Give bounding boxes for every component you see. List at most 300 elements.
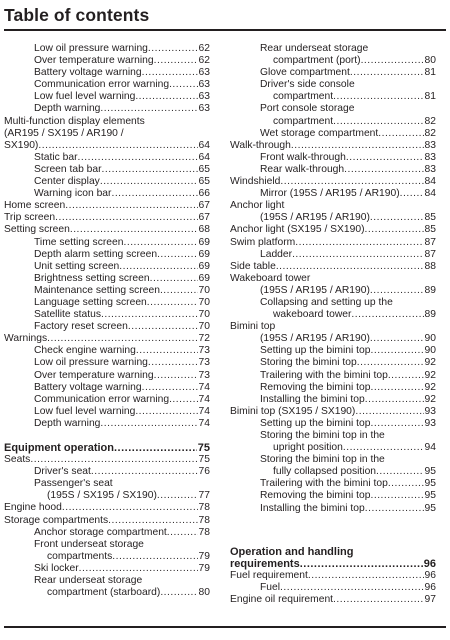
toc-entry[interactable] xyxy=(4,140,210,152)
toc-entry-title: Side table xyxy=(230,260,276,272)
dot-leader xyxy=(157,249,197,261)
dot-leader xyxy=(119,261,197,273)
toc-entry[interactable] xyxy=(4,176,210,188)
dot-leader xyxy=(111,188,197,200)
toc-entry-text: Bimini top xyxy=(230,321,276,333)
toc-entry-text: Collapsing and setting up the xyxy=(260,296,393,308)
dot-leader xyxy=(280,176,423,188)
toc-entry-text: Front underseat storage xyxy=(34,538,144,550)
toc-entry-text: Port console storage xyxy=(260,103,355,115)
toc-entry-title: Installing the bimini top xyxy=(260,393,365,405)
dot-leader xyxy=(142,67,198,79)
toc-page-number: 65 xyxy=(198,163,210,175)
dot-leader xyxy=(350,67,424,79)
toc-entry-title: Walk-through xyxy=(230,139,291,151)
toc-entry-text: Multi-function display elements xyxy=(4,115,145,127)
toc-entry[interactable] xyxy=(230,212,436,224)
toc-page-number: 92 xyxy=(424,381,436,393)
toc-entry-title: (195S / AR195 / AR190) xyxy=(260,284,370,296)
toc-entry[interactable] xyxy=(4,249,210,261)
toc-page-number: 62 xyxy=(198,55,210,67)
toc-entry-title: upright position xyxy=(273,442,343,454)
dot-leader xyxy=(308,570,424,582)
toc-entry-title: Over temperature warning xyxy=(34,369,154,381)
dot-leader xyxy=(300,558,423,570)
dot-leader xyxy=(333,91,423,103)
toc-page-number: 66 xyxy=(198,188,210,200)
toc-entry-title: Unit setting screen xyxy=(34,260,120,272)
toc-section-entry[interactable] xyxy=(4,442,210,454)
toc-entry[interactable] xyxy=(4,394,210,406)
toc-entry-title: Removing the bimini top xyxy=(260,490,371,502)
dot-leader xyxy=(154,55,198,67)
toc-left-column xyxy=(4,43,210,599)
dot-leader xyxy=(157,490,198,502)
dot-leader xyxy=(378,128,423,140)
toc-entry[interactable] xyxy=(4,345,210,357)
toc-page-number: 94 xyxy=(424,442,436,454)
dot-leader xyxy=(333,116,423,128)
dot-leader xyxy=(167,527,198,539)
toc-entry[interactable] xyxy=(4,212,210,224)
toc-page-number: 63 xyxy=(198,103,210,115)
toc-entry-text: Rear underseat storage xyxy=(34,575,143,587)
toc-entry-title: Ski locker xyxy=(34,562,79,574)
dot-leader xyxy=(276,261,424,273)
section-spacer xyxy=(230,515,436,546)
dot-leader xyxy=(148,43,198,55)
toc-entry[interactable] xyxy=(4,79,210,91)
toc-entry[interactable] xyxy=(230,188,436,200)
toc-entry[interactable] xyxy=(230,345,436,357)
toc-entry-text: (AR195 / SX195 / AR190 / xyxy=(4,127,124,139)
toc-page-number: 79 xyxy=(198,550,210,562)
toc-entry-text: Storing the bimini top in the xyxy=(260,454,385,466)
toc-entry-title: Low fuel level warning xyxy=(34,405,136,417)
toc-entry-title: Ladder xyxy=(260,248,293,260)
toc-entry[interactable] xyxy=(230,503,436,515)
toc-entry-title: Fuel xyxy=(260,581,281,593)
toc-page-number: 92 xyxy=(424,393,436,405)
toc-entry-title: Maintenance setting screen xyxy=(34,284,160,296)
toc-entry[interactable] xyxy=(4,563,210,575)
toc-entry-title: Battery voltage warning xyxy=(34,67,142,79)
toc-entry-text: Rear underseat storage xyxy=(260,43,369,54)
dot-leader xyxy=(388,370,424,382)
toc-entry[interactable] xyxy=(230,152,436,164)
dot-leader xyxy=(292,249,423,261)
toc-entry-title: Bimini top (SX195 / SX190) xyxy=(230,405,356,417)
dot-leader xyxy=(148,357,198,369)
toc-entry-title: Swim platform xyxy=(230,236,296,248)
toc-entry[interactable] xyxy=(230,249,436,261)
toc-page-number: 79 xyxy=(198,562,210,574)
dot-leader xyxy=(55,212,197,224)
toc-entry[interactable] xyxy=(230,370,436,382)
toc-entry[interactable] xyxy=(4,297,210,309)
dot-leader xyxy=(361,55,424,67)
toc-entry-title: Wet storage compartment xyxy=(260,127,379,139)
toc-page-number: 72 xyxy=(198,333,210,345)
dot-leader xyxy=(295,237,423,249)
toc-entry-title: Fuel requirement xyxy=(230,569,308,581)
toc-entry-title: Glove compartment xyxy=(260,67,350,79)
dot-leader xyxy=(100,103,197,115)
toc-entry[interactable] xyxy=(4,321,210,333)
dot-leader xyxy=(370,285,424,297)
toc-entry[interactable] xyxy=(230,309,436,321)
dot-leader xyxy=(169,79,197,91)
toc-page-number: 84 xyxy=(424,188,436,200)
dot-leader xyxy=(370,345,423,357)
toc-page-number: 96 xyxy=(423,557,436,570)
dot-leader xyxy=(70,224,198,236)
toc-entry-title: requirements xyxy=(230,557,300,570)
dot-leader xyxy=(370,418,423,430)
toc-entry[interactable] xyxy=(4,515,210,527)
dot-leader xyxy=(370,490,423,502)
toc-entry[interactable] xyxy=(4,103,210,115)
toc-entry-text: Storing the bimini top in the xyxy=(260,430,385,441)
toc-page-number: 69 xyxy=(198,272,210,284)
toc-entry-title: Trip screen xyxy=(4,212,56,224)
dot-leader xyxy=(101,309,198,321)
toc-page-number: 90 xyxy=(424,345,436,357)
toc-entry-title: Storing the bimini top xyxy=(260,357,357,369)
toc-page-number: 64 xyxy=(198,151,210,163)
dot-leader xyxy=(108,515,197,527)
toc-page-number: 93 xyxy=(424,417,436,429)
toc-entry[interactable] xyxy=(4,200,210,212)
dot-leader xyxy=(376,466,424,478)
toc-entry-text: Anchor light xyxy=(230,200,285,212)
toc-page-number: 89 xyxy=(424,284,436,296)
toc-page-number: 63 xyxy=(198,79,210,91)
toc-page-number: 73 xyxy=(198,369,210,381)
toc-entry[interactable] xyxy=(4,502,210,514)
toc-page-number: 63 xyxy=(198,91,210,103)
toc-entry[interactable] xyxy=(4,357,210,369)
toc-entry[interactable] xyxy=(230,224,436,236)
toc-page-number: 65 xyxy=(198,176,210,188)
toc-entry-title: Depth warning xyxy=(34,417,101,429)
toc-entry[interactable] xyxy=(4,370,210,382)
toc-page-number: 78 xyxy=(198,502,210,514)
toc-entry-title: Removing the bimini top xyxy=(260,381,371,393)
toc-page-number: 83 xyxy=(424,139,436,151)
toc-entry-title: (195S / AR195 / AR190) xyxy=(260,333,370,345)
toc-entry-title: Anchor light (SX195 / SX190) xyxy=(230,224,365,236)
toc-entry[interactable] xyxy=(4,224,210,236)
toc-entry[interactable] xyxy=(230,164,436,176)
toc-entry-text: Passenger's seat xyxy=(34,478,113,490)
toc-entry[interactable] xyxy=(4,43,210,55)
toc-entry-title: Seats xyxy=(4,454,31,466)
toc-page-number: 93 xyxy=(424,405,436,417)
toc-entry[interactable] xyxy=(230,285,436,297)
toc-page-number: 83 xyxy=(424,151,436,163)
toc-entry-title: Windshield xyxy=(230,176,281,188)
toc-page-number: 74 xyxy=(198,417,210,429)
toc-entry[interactable] xyxy=(4,285,210,297)
toc-entry-title: Communication error warning xyxy=(34,393,170,405)
toc-page-number: 87 xyxy=(424,236,436,248)
toc-entry[interactable] xyxy=(4,261,210,273)
dot-leader xyxy=(154,370,198,382)
toc-entry-title: compartment xyxy=(273,115,334,127)
toc-entry[interactable] xyxy=(230,67,436,79)
toc-page-number: 87 xyxy=(424,248,436,260)
toc-page-number: 96 xyxy=(424,581,436,593)
toc-page-number: 95 xyxy=(424,466,436,478)
toc-page-number: 81 xyxy=(424,91,436,103)
toc-entry[interactable] xyxy=(4,152,210,164)
dot-leader xyxy=(147,297,198,309)
toc-page-number: 88 xyxy=(424,260,436,272)
page-title: Table of contents xyxy=(4,5,150,25)
toc-entry[interactable] xyxy=(230,594,436,606)
toc-section-entry[interactable] xyxy=(230,558,436,570)
dot-leader xyxy=(135,91,197,103)
toc-entry-title: compartment xyxy=(273,91,334,103)
toc-entry-title: compartment (port) xyxy=(273,55,361,67)
dot-leader xyxy=(280,582,424,594)
toc-entry[interactable] xyxy=(230,394,436,406)
toc-entry-title: Storage compartments xyxy=(4,514,109,526)
dot-leader xyxy=(355,406,423,418)
dot-leader xyxy=(79,563,198,575)
toc-entry[interactable] xyxy=(230,382,436,394)
toc-entry-title: wakeboard tower xyxy=(273,309,352,321)
toc-page-number: 63 xyxy=(198,67,210,79)
dot-leader xyxy=(112,551,197,563)
toc-entry-title: Front walk-through xyxy=(260,151,346,163)
toc-entry-title: Depth alarm setting screen xyxy=(34,248,158,260)
toc-page-number: 76 xyxy=(198,466,210,478)
dot-leader xyxy=(136,345,198,357)
toc-entry-title: Static bar xyxy=(34,151,78,163)
dot-leader xyxy=(370,333,424,345)
toc-page-number: 81 xyxy=(424,67,436,79)
dot-leader xyxy=(47,333,197,345)
toc-entry[interactable] xyxy=(230,357,436,369)
toc-entry-title: Setting screen xyxy=(4,224,70,236)
toc-entry-title: (195S / AR195 / AR190) xyxy=(260,212,370,224)
toc-entry[interactable] xyxy=(4,164,210,176)
toc-entry-title: Low fuel level warning xyxy=(34,91,136,103)
dot-leader xyxy=(100,176,198,188)
toc-entry-title: Language setting screen xyxy=(34,296,147,308)
toc-entry[interactable] xyxy=(230,176,436,188)
toc-entry-title: Trailering with the bimini top xyxy=(260,478,388,490)
toc-page-number: 95 xyxy=(424,490,436,502)
toc-entry-title: Engine oil requirement xyxy=(230,594,334,606)
toc-page-number: 85 xyxy=(424,224,436,236)
toc-entry[interactable] xyxy=(230,333,436,345)
toc-entry-title: Trailering with the bimini top xyxy=(260,369,388,381)
toc-entry[interactable] xyxy=(230,442,436,454)
toc-page-number: 73 xyxy=(198,345,210,357)
toc-entry-title: (195S / SX195 / SX190) xyxy=(47,490,157,502)
dot-leader xyxy=(78,152,198,164)
toc-page-number: 62 xyxy=(198,43,210,54)
dot-leader xyxy=(333,594,424,606)
dot-leader xyxy=(160,587,197,599)
toc-page-number: 77 xyxy=(198,490,210,502)
title-underline xyxy=(4,29,446,31)
toc-entry-title: Time setting screen xyxy=(34,236,124,248)
dot-leader xyxy=(370,212,424,224)
toc-page-number: 67 xyxy=(198,212,210,224)
toc-entry[interactable] xyxy=(230,582,436,594)
toc-entry[interactable] xyxy=(4,188,210,200)
toc-right-column xyxy=(230,43,436,606)
toc-page-number: 83 xyxy=(424,163,436,175)
toc-entry-title: Screen tab bar xyxy=(34,163,102,175)
toc-page-number: 74 xyxy=(198,393,210,405)
toc-entry[interactable] xyxy=(4,527,210,539)
toc-page-number: 74 xyxy=(198,381,210,393)
dot-leader xyxy=(346,152,424,164)
toc-page-number: 78 xyxy=(198,526,210,538)
toc-entry-title: Communication error warning xyxy=(34,79,170,91)
dot-leader xyxy=(357,357,424,369)
toc-page-number: 78 xyxy=(198,514,210,526)
toc-entry[interactable] xyxy=(230,466,436,478)
toc-entry[interactable] xyxy=(230,570,436,582)
toc-entry-title: Low oil pressure warning xyxy=(34,357,148,369)
toc-entry[interactable] xyxy=(4,333,210,345)
toc-entry[interactable] xyxy=(230,406,436,418)
toc-entry-text: Wakeboard tower xyxy=(230,272,311,284)
toc-page-number: 73 xyxy=(198,357,210,369)
toc-page-number: 90 xyxy=(424,333,436,345)
dot-leader xyxy=(128,321,198,333)
toc-entry-title: Over temperature warning xyxy=(34,55,154,67)
toc-entry[interactable] xyxy=(230,418,436,430)
toc-page-number: 80 xyxy=(198,587,210,599)
toc-page-number: 69 xyxy=(198,260,210,272)
toc-entry[interactable] xyxy=(230,91,436,103)
toc-entry[interactable] xyxy=(230,261,436,273)
toc-page-number: 75 xyxy=(197,442,210,454)
dot-leader xyxy=(30,454,197,466)
bottom-rule xyxy=(4,626,446,628)
toc-entry[interactable] xyxy=(4,382,210,394)
toc-entry-title: Battery voltage warning xyxy=(34,381,142,393)
toc-page-number: 85 xyxy=(424,212,436,224)
dot-leader xyxy=(65,200,197,212)
dot-leader xyxy=(160,285,198,297)
toc-entry-title: SX190) xyxy=(4,139,39,151)
toc-entry-title: Driver's seat xyxy=(34,466,91,478)
toc-entry-title: Factory reset screen xyxy=(34,321,128,333)
toc-page-number: 70 xyxy=(198,321,210,333)
toc-entry[interactable] xyxy=(4,309,210,321)
dot-leader xyxy=(135,406,197,418)
toc-entry[interactable] xyxy=(230,55,436,67)
toc-page-number: 67 xyxy=(198,200,210,212)
toc-page-number: 95 xyxy=(424,478,436,490)
toc-entry[interactable] xyxy=(4,273,210,285)
dot-leader xyxy=(344,164,423,176)
toc-entry[interactable] xyxy=(4,237,210,249)
toc-entry-text: Driver's side console xyxy=(260,79,355,91)
dot-leader xyxy=(388,478,424,490)
toc-entry-title: Satellite status xyxy=(34,309,101,321)
dot-leader xyxy=(91,466,198,478)
dot-leader xyxy=(343,442,424,454)
toc-page-number: 70 xyxy=(198,284,210,296)
toc-entry[interactable] xyxy=(230,490,436,502)
toc-entry[interactable] xyxy=(4,91,210,103)
toc-entry[interactable] xyxy=(4,466,210,478)
toc-entry[interactable] xyxy=(230,140,436,152)
toc-entry-title: Warning icon bar xyxy=(34,188,112,200)
toc-entry[interactable] xyxy=(230,237,436,249)
dot-leader xyxy=(38,140,197,152)
toc-page-number: 82 xyxy=(424,115,436,127)
dot-leader xyxy=(169,394,197,406)
toc-entry-title: Depth warning xyxy=(34,103,101,115)
toc-page-number: 95 xyxy=(424,502,436,514)
toc-entry-title: Engine hood xyxy=(4,502,62,514)
toc-page-number: 70 xyxy=(198,296,210,308)
toc-entry[interactable] xyxy=(4,490,210,502)
toc-entry-title: Check engine warning xyxy=(34,345,136,357)
toc-entry-title: Home screen xyxy=(4,200,66,212)
dot-leader xyxy=(102,164,198,176)
toc-entry[interactable] xyxy=(4,418,210,430)
toc-entry[interactable] xyxy=(4,454,210,466)
toc-entry-title: compartments xyxy=(47,550,113,562)
toc-page-number: 68 xyxy=(198,224,210,236)
toc-entry[interactable] xyxy=(4,406,210,418)
toc-page-number: 82 xyxy=(424,127,436,139)
dot-leader xyxy=(370,382,423,394)
toc-entry[interactable] xyxy=(4,67,210,79)
toc-section-heading: Operation and handling xyxy=(230,545,354,558)
toc-entry-title: Setting up the bimini top xyxy=(260,345,371,357)
toc-entry-title: Center display xyxy=(34,176,100,188)
toc-page-number: 96 xyxy=(424,569,436,581)
dot-leader xyxy=(400,188,424,200)
dot-leader xyxy=(291,140,424,152)
toc-page-number: 84 xyxy=(424,176,436,188)
section-spacer xyxy=(4,430,210,442)
toc-page-number: 80 xyxy=(424,55,436,67)
dot-leader xyxy=(351,309,423,321)
toc-entry[interactable] xyxy=(4,587,210,599)
toc-entry-title: Mirror (195S / AR195 / AR190) xyxy=(260,188,400,200)
toc-entry[interactable] xyxy=(230,478,436,490)
dot-leader xyxy=(142,382,198,394)
toc-entry[interactable] xyxy=(4,55,210,67)
toc-page-number: 89 xyxy=(424,309,436,321)
toc-entry[interactable] xyxy=(4,551,210,563)
dot-leader xyxy=(62,502,198,514)
dot-leader xyxy=(114,442,197,454)
toc-entry[interactable] xyxy=(230,116,436,128)
toc-entry[interactable] xyxy=(230,128,436,140)
toc-page-number: 69 xyxy=(198,248,210,260)
toc-page-number: 92 xyxy=(424,357,436,369)
dot-leader xyxy=(150,273,198,285)
toc-page-number: 75 xyxy=(198,454,210,466)
toc-entry-title: fully collapsed position xyxy=(273,466,377,478)
toc-page-number: 92 xyxy=(424,369,436,381)
dot-leader xyxy=(100,418,197,430)
